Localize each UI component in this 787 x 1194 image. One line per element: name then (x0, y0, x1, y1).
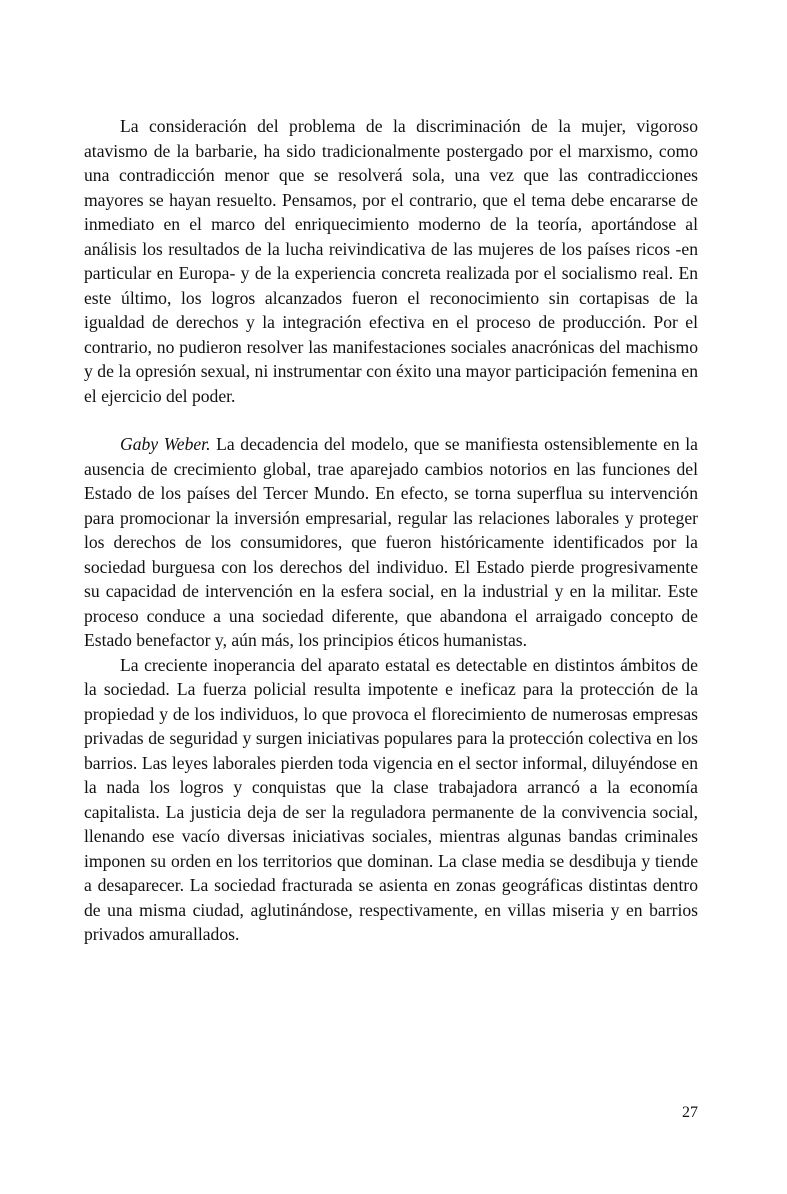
paragraph-3-text: La creciente inoperancia del aparato estatal es detectable en distintos ámbitos de la sociedad. La fuerza policial resulta impotente e ineficaz para la protección de la propiedad y de los individuos, lo que provoca el florecimiento de numerosas empresas privadas de seguridad y surgen iniciativas populares para la protección colectiva en los barrios. Las leyes laborales pierden toda vigencia en el sector informal, diluyéndose en la nada los logros y conquistas que la clase trabajadora arrancó a la economía capitalista. La justicia deja de ser la reguladora permanente de la convivencia social, llenando ese vacío diversas iniciativas sociales, mientras algunas bandas criminales imponen su orden en los territorios que dominan. La clase media se desdibuja y tiende a desaparecer. La sociedad fracturada se asienta en zonas geográficas distintas dentro de una misma ciudad, aglutinándose, respectivamente, en villas miseria y en barrios privados amurallados. (84, 654, 698, 944)
paragraph-1-text: La consideración del problema de la discriminación de la mujer, vigoroso atavismo de la barbarie, ha sido tradicionalmente postergado por el marxismo, como una contradicción menor que se resolverá sola, una vez que las contradicciones mayores se hayan resuelto. Pensamos, por el contrario, que el tema debe encararse de inmediato en el marco del enriquecimiento moderno de la teoría, aportándose al análisis los resultados de la lucha reivindicativa de las mujeres de los países ricos -en particular en Europa- y de la experiencia concreta realizada por el socialismo real. En este último, los logros alcanzados fueron el reconocimiento sin cortapisas de la igualdad de derechos y la integración efectiva en el proceso de producción. Por el contrario, no pudieron resolver las manifestaciones sociales anacrónicas del machismo y de la opresión sexual, ni instrumentar con éxito una mayor participación femenina en el ejercicio del poder. (84, 116, 698, 406)
body-text (84, 114, 698, 947)
paragraph-2-text: La decadencia del modelo, que se manifiesta ostensiblemente en la ausencia de crecimiento global, trae aparejado cambios notorios en las funciones del Estado de los países del Tercer Mundo. En efecto, se torna superflua su intervención para promocionar la inversión empresarial, regular las relaciones laborales y proteger los derechos de los consumidores, que fueron históricamente identificados por la sociedad burguesa con los derechos del individuo. El Estado pierde progresivamente su capacidad de intervención en la esfera social, en la industrial y en la militar. Este proceso conduce a una sociedad diferente, que abandona el arraigado concepto de Estado benefactor y, aún más, los principios éticos humanistas. (84, 434, 698, 650)
paragraph-2 (84, 432, 698, 653)
paragraph-1 (84, 114, 698, 408)
page-number: 27 (682, 1104, 698, 1121)
paragraph-3 (84, 653, 698, 947)
speaker-name: Gaby Weber. (120, 434, 211, 454)
